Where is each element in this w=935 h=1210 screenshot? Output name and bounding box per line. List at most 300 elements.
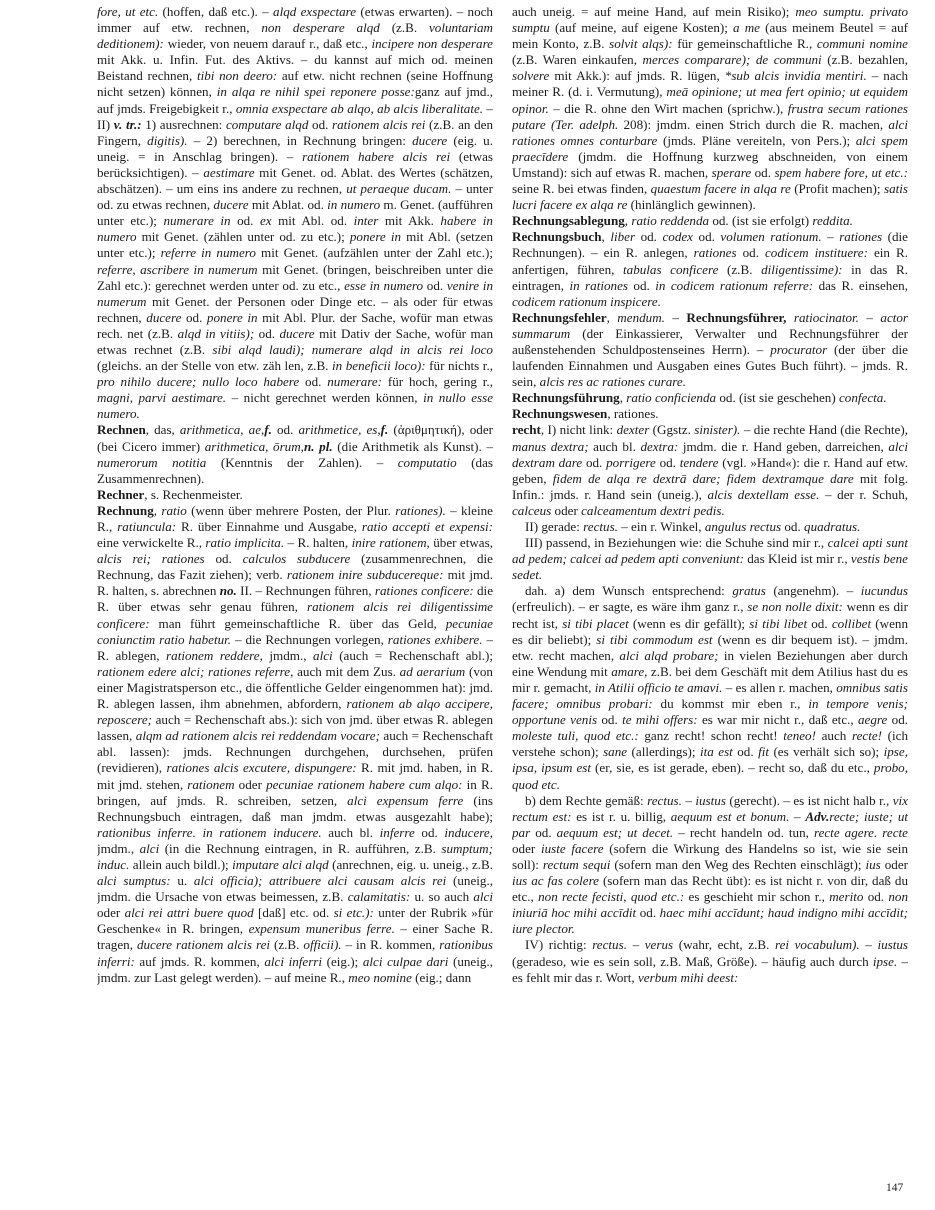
gloss-text: III) passend, in Beziehungen wie: die Schuhe sind mir r.,	[525, 535, 828, 551]
latin-term: rectum sequi	[542, 856, 611, 872]
latin-term: alci culpae dari	[362, 953, 449, 969]
latin-term: alci expensum ferre	[347, 792, 464, 808]
gloss-text: (wahr, echt, z.B.	[673, 937, 775, 953]
latin-term: omnibus satis facere; omnibus probari:	[512, 679, 908, 712]
gloss-text: , s. Rechenmeister.	[144, 486, 243, 502]
gloss-text: od.	[204, 551, 243, 567]
latin-term: inducere,	[444, 824, 493, 840]
entry-rechnungsfehler	[512, 310, 908, 390]
latin-term: manus dextra;	[512, 438, 589, 454]
latin-term: rationes	[839, 229, 883, 245]
gloss-text: auch bl.	[588, 438, 641, 454]
gloss-text: mit Genet. (zählen unter od. zu etc.);	[136, 229, 350, 245]
gloss-text: –	[681, 792, 696, 808]
latin-term: dextra:	[640, 438, 679, 454]
gloss-text: od.	[807, 615, 832, 631]
latin-term: non recte fecisti, quod etc.:	[538, 889, 685, 905]
latin-term: ratiocinator.	[793, 309, 859, 325]
grammar-abbrev: v. tr.:	[113, 116, 142, 132]
gloss-text: (die Rechnungen). – ein R. anlegen,	[512, 229, 908, 261]
gloss-text: mit Genet. der Personen oder Dinge etc. – als oder für etwas rechnen,	[97, 293, 493, 325]
gloss-text: (z.B.	[270, 937, 304, 953]
headword: Rechnungsablegung	[512, 213, 625, 229]
gloss-text: das Kleid ist mir r.,	[743, 551, 851, 567]
gloss-text: od.	[181, 309, 207, 325]
latin-term: referre in numero	[160, 245, 256, 261]
latin-term: magni, parvi aestimare.	[97, 390, 227, 406]
latin-term: sibi alqd laudi);	[212, 341, 305, 357]
gloss-text: – ein r. Winkel,	[617, 519, 705, 534]
gloss-text: (gleichs. an der Stelle von etw. zäh len, z.B.	[97, 358, 333, 374]
latin-term: teneo!	[783, 728, 816, 744]
latin-term: se non nolle dixit:	[747, 599, 843, 615]
latin-term: aequum est; ut decet.	[556, 824, 674, 840]
gloss-text: in das R. eintragen,	[512, 261, 908, 293]
gloss-text: od.	[732, 744, 759, 760]
gloss-text: (z.B. bezahlen,	[821, 52, 908, 68]
gloss-text: (sofern man den Weg des Rechten einschlägt);	[610, 856, 866, 872]
gloss-text: (wenn es dir bequem ist). – jmdm. etw. recht machen,	[512, 631, 908, 663]
latin-term: alci sumptus:	[97, 873, 171, 889]
entry-rechnen-noun	[97, 422, 493, 486]
gloss-text	[786, 310, 793, 325]
latin-term: gratus	[732, 583, 766, 599]
latin-term: arithmetice, es,	[298, 422, 381, 438]
latin-term: calcei apti sunt ad pedem; calcei ad pedem apti conveniunt:	[512, 535, 908, 567]
latin-term: calceus	[512, 502, 552, 518]
latin-term: rationem	[187, 776, 235, 792]
gloss-text: in vielen Beziehungen aber durch eine Wendung mit	[512, 647, 908, 679]
gloss-text: mit Genet. (aufzählen unter der Zahl etc.);	[255, 245, 493, 261]
latin-term: iuste facere	[540, 840, 604, 856]
gloss-text: II) gerade:	[525, 519, 584, 534]
entry-rechnungswesen	[512, 406, 908, 422]
gloss-text: (geradeso, wie es sein soll, z.B. Maß, Größe). – häufig auch durch	[512, 953, 873, 969]
recht-sense-3a	[512, 583, 908, 792]
latin-term: digitis).	[147, 132, 188, 148]
gloss-text: –	[858, 309, 881, 325]
gloss-text: auch = Rechenschaft abs.): sich von jmd. über etwas R. ablegen lassen,	[97, 712, 493, 744]
gloss-text	[305, 342, 312, 357]
latin-term: habere in numero	[97, 213, 493, 245]
gloss-text: –	[821, 229, 840, 245]
latin-term: in tempore venis; opportune venis	[512, 696, 908, 728]
gloss-text: – der r. Schuh,	[819, 486, 908, 502]
latin-term: ponere in	[206, 309, 258, 325]
latin-term: vestis bene sedet.	[512, 551, 908, 583]
gloss-text: mit Abl. (setzen unter etc.);	[97, 229, 493, 261]
gloss-text: (sofern man das Recht übt): es ist nicht r. von dir, daß du etc.,	[512, 873, 908, 905]
gloss-text: mit Abl. od.	[271, 213, 354, 229]
latin-term: referre, ascribere in numerum	[97, 261, 258, 277]
latin-term: quaestum facere in alqa re	[650, 181, 791, 197]
gloss-text: mit Genet. od. Ablat. des Wertes (schätzen, abschätzen). – um eins ins andere zu rechnen,	[97, 164, 493, 197]
gloss-text: m. Genet. (aufführen unter etc.);	[97, 197, 493, 229]
gloss-text: die R. über etwas sehr genau führen,	[97, 583, 493, 615]
gloss-text: (eig.);	[322, 953, 363, 969]
gloss-text: od. (ist sie geschehen)	[716, 390, 839, 406]
gloss-text: eine verwickelte R.,	[97, 535, 206, 551]
latin-term: ratio	[161, 502, 187, 518]
gloss-text: b) dem Rechte gemäß:	[525, 792, 648, 808]
latin-term: sperare	[711, 164, 752, 180]
gloss-text: auch bl.	[321, 824, 380, 840]
latin-term: solvere	[512, 68, 550, 84]
gloss-text: (z.B.	[718, 261, 762, 277]
gloss-text: (Kenntnis der Zahlen). –	[206, 454, 398, 470]
gloss-text: – recht handeln od. tun,	[673, 824, 814, 840]
latin-term: codex	[662, 229, 693, 245]
headword: Rechnungswesen	[512, 406, 608, 422]
gloss-text: (allerdings);	[627, 744, 700, 760]
latin-term: confecta.	[838, 390, 887, 406]
latin-term: spem habere fore, ut etc.:	[774, 164, 908, 180]
latin-term: ratio implicita.	[205, 535, 285, 551]
latin-term: verbum mihi deest:	[637, 969, 739, 985]
latin-term: te mihi offers:	[622, 712, 698, 728]
gloss-text: (Ggstz.	[649, 422, 695, 438]
latin-term: ipse.	[872, 953, 898, 969]
gloss-text: (die Arithmetik als Kunst). –	[332, 438, 493, 454]
gloss-text: ein R. anfertigen, führen,	[512, 245, 908, 277]
gloss-text: od.	[627, 277, 656, 293]
latin-term: *sub alcis invidia mentiri.	[724, 68, 867, 84]
gloss-text: auf etw. nicht rechnen (seine Hoffnung nicht setzen) können,	[97, 68, 493, 100]
gloss-text: auch uneig. = auf meine Hand, auf mein Risiko);	[512, 4, 796, 19]
gloss-text: (angenehm). –	[765, 583, 861, 599]
latin-term: ratio conficienda	[626, 390, 717, 406]
gloss-text: (jmdm. die Hoffnung kurzweg abschneiden, von einem Umstand): sich auf etwas R. machen,	[512, 148, 908, 180]
gloss-text: wieder, von neuem darauf r., daß etc.,	[163, 36, 372, 52]
latin-term: collibet	[831, 615, 872, 631]
gloss-text: od.	[736, 245, 765, 261]
latin-term: alci dextram dare	[512, 438, 908, 470]
gloss-text: (der Einkassierer, Verwalter und Rechnungsführer der außenstehenden Schuldpostenseines Herrn). –	[512, 325, 908, 357]
gloss-text: ,	[153, 502, 162, 518]
grammar-abbrev: f.	[380, 422, 389, 438]
latin-term: dexter	[616, 422, 650, 438]
latin-term: rationem alcis rei	[332, 116, 426, 132]
latin-term: procurator	[770, 341, 828, 357]
latin-term: inire rationem,	[351, 535, 430, 551]
headword: Rechner	[97, 486, 145, 502]
entry-recht	[512, 422, 908, 519]
latin-term: sumptum; induc.	[97, 840, 493, 872]
latin-term: alci rei attri buere quod	[124, 905, 254, 921]
latin-term: rationem inire subducereque:	[286, 567, 444, 583]
gloss-text: – R. ablegen,	[97, 631, 493, 663]
grammar-abbrev: f.	[264, 422, 272, 438]
gloss-text: II. – Rechnungen führen,	[236, 583, 375, 599]
gloss-text: u.	[170, 873, 194, 889]
latin-term: arithmetica, ōrum,	[204, 438, 304, 454]
latin-term: in numero	[327, 197, 381, 213]
gloss-text: allein auch bildl.);	[129, 856, 233, 872]
latin-term: in codicem rationum referre:	[655, 277, 814, 293]
latin-term: volumen rationum.	[720, 229, 822, 245]
latin-term: ducere	[279, 325, 315, 341]
gloss-text: auch	[815, 728, 852, 744]
gloss-text: oder	[97, 905, 125, 921]
gloss-text: mit Genet. (bringen, beischreiben unter die Zahl etc.): gerechnet werden unter od. zu etc.,	[97, 261, 493, 293]
latin-term: iustus	[695, 792, 726, 808]
latin-term: aequum est et bonum.	[670, 808, 790, 824]
latin-term: sane	[603, 744, 628, 760]
latin-term: numerorum notitia	[97, 454, 207, 470]
latin-term: alqd exspectare	[273, 4, 357, 19]
latin-term: pro nihilo ducere; nullo loco habere	[97, 374, 300, 390]
latin-term: ut peraeque ducam.	[346, 181, 452, 197]
latin-term: moleste tuli, quod etc.:	[512, 728, 639, 744]
latin-term: iustus	[877, 937, 908, 953]
latin-term: alqm ad rationem alcis rei reddendam vocare;	[135, 728, 380, 744]
gloss-text: jmdm.,	[262, 647, 314, 663]
latin-term: meo nomine	[348, 969, 412, 985]
latin-term: alci officia);	[193, 873, 263, 889]
headword: Rechnungsfehler	[512, 309, 607, 325]
gloss-text: (uneig., jmdm. zur Last gelegt werden). – auf meine R.,	[97, 953, 493, 985]
latin-term: quadratus.	[804, 519, 861, 534]
latin-term: alci rationes omnes conturbare	[512, 116, 908, 148]
recht-sense-3	[512, 535, 908, 583]
latin-term: rationes).	[395, 502, 446, 518]
latin-term: rationes conficere:	[374, 583, 474, 599]
gloss-text: mit folg. Infin.: jmds. r. Hand sein (uneig.),	[512, 470, 908, 502]
gloss-text: (jmds. Pläne vereiteln, von Pers.);	[657, 132, 856, 148]
gloss-text: IV) richtig:	[525, 937, 593, 953]
latin-term: meo sumptu. privato sumptu	[512, 4, 908, 36]
latin-term: codicem rationum inspicere.	[512, 293, 661, 309]
gloss-text: (wenn es dir gefällt);	[628, 615, 750, 631]
gloss-text: mit jmd. R. halten, s. abrechnen	[97, 567, 493, 599]
latin-term: omnia exspectare ab alqo, ab alcis liberalitate.	[235, 100, 484, 116]
gloss-text: (hoffen, daß etc.). –	[158, 4, 274, 19]
latin-term: rationem ab alqo accipere, reposcere;	[97, 696, 493, 728]
latin-term: codicem instituere:	[764, 245, 868, 261]
gloss-text: od.	[582, 454, 607, 470]
gloss-text: od.	[254, 325, 280, 341]
gloss-text: wenn es dir recht ist,	[512, 599, 908, 631]
gloss-text: –	[859, 937, 878, 953]
latin-term: tabulas conficere	[623, 261, 719, 277]
gloss-text: (auf meine, auf eigene Kosten);	[549, 20, 734, 36]
gloss-text: für gemeinschaftliche R.,	[672, 36, 817, 52]
latin-term: calamitatis:	[347, 889, 411, 905]
latin-term: imputare alci alqd	[232, 856, 329, 872]
latin-term: iucundus	[860, 583, 908, 599]
latin-term: solvit alqs):	[609, 36, 673, 52]
latin-term: recte!	[851, 728, 883, 744]
gloss-text: – R. halten,	[284, 535, 352, 551]
latin-term: frustra secum rationes putare (Ter. adelph.	[512, 100, 908, 132]
gloss-text: R. über Einnahme und Ausgabe,	[176, 519, 362, 534]
latin-term: officii).	[303, 937, 342, 953]
headword: recht	[512, 422, 541, 438]
gloss-text: unter der Rubrik »für Geschenke« in R. bringen,	[97, 905, 493, 937]
latin-term: ratio accepti et expensi:	[361, 519, 493, 534]
gloss-text: , I) nicht link:	[540, 422, 617, 438]
gloss-text: es geschieht mir schon r.,	[684, 889, 830, 905]
gloss-text: (Profit machen);	[790, 181, 884, 197]
latin-term: actor summarum	[512, 309, 908, 341]
latin-term: fore, ut etc.	[97, 4, 159, 19]
latin-term: meā opinione; ut mea fert opinio; ut equidem opinor.	[512, 84, 908, 116]
grammar-abbrev: Adv.	[805, 808, 830, 824]
latin-term: non iniuriā hoc mihi accīdit	[512, 889, 908, 921]
gloss-text: (in die Rechnung eintragen, in R. aufführen, z.B.	[159, 840, 442, 856]
latin-term: angulus rectus	[704, 519, 782, 534]
gloss-text: (ἀριθμητική), oder (bei Cicero immer)	[97, 422, 493, 454]
gloss-text: ganz recht! schon recht!	[638, 728, 784, 744]
latin-term: sinister).	[694, 422, 741, 438]
latin-term: alci	[473, 889, 493, 905]
gloss-text: (ich verstehe schon);	[512, 728, 908, 760]
latin-term: tibi non deero:	[196, 68, 278, 84]
latin-term: ducere	[412, 132, 448, 148]
gloss-text: oder	[234, 776, 267, 792]
gloss-text: – in R. kommen,	[341, 937, 440, 953]
grammar-abbrev: no.	[219, 583, 237, 599]
gloss-text: es ist r. u. billig,	[571, 808, 671, 824]
entry-rechnungsablegung	[512, 213, 908, 229]
latin-term: si tibi libet	[749, 615, 808, 631]
gloss-text: mit Akk. u. Infin. Fut. des Aktivs. – du kannst auf mich od. meinen Beistand rechnen,	[97, 52, 493, 84]
entry-rechnungsfuehrung	[512, 390, 908, 406]
gloss-text: – 2) berechnen, in Rechnung bringen:	[187, 132, 413, 148]
latin-term: rationes alcis excutere, dispungere:	[166, 760, 357, 776]
gloss-text: für hoch, gering r.,	[382, 374, 493, 390]
gloss-text: – II)	[97, 100, 493, 132]
latin-term: probo, quod etc.	[512, 760, 908, 792]
left-column	[97, 4, 493, 986]
gloss-text: od.	[655, 454, 680, 470]
latin-term: esse in numero	[344, 277, 424, 293]
latin-term: inferre	[379, 824, 415, 840]
gloss-text: – es allen r. machen,	[722, 679, 837, 695]
latin-term: aegre	[858, 712, 888, 728]
gloss-text: (gerecht). – es ist nicht halb r.,	[725, 792, 893, 808]
gloss-text: auch = Rechenschaft abl. lassen): jmds. Rechnungen durchgehen, durchsehen, prüfen (revidieren),	[97, 728, 493, 776]
latin-term: rectus.	[647, 792, 682, 808]
gloss-text: oder	[880, 856, 908, 872]
gloss-text: (ins Rechnungsbuch eintragen, daß man jmdm. etwas ausgezahlt habe);	[97, 792, 493, 824]
gloss-text: – unter od. zu etwas rechnen,	[97, 181, 493, 213]
gloss-text: od.	[230, 213, 260, 229]
latin-term: alcis res ac rationes curare.	[539, 374, 686, 390]
recht-sense-2	[512, 519, 908, 535]
recht-sense-4	[512, 937, 908, 985]
gloss-text: (anrechnen, eig. u. uneig., z.B.	[328, 856, 493, 872]
gloss-text: (wenn über mehrere Posten, der Plur.	[186, 502, 396, 518]
gloss-text: (es verhält sich so);	[769, 744, 884, 760]
gloss-text: od.	[597, 712, 623, 728]
gloss-text: (eig. u. uneig. = in Anschlag bringen). –	[97, 132, 493, 164]
gloss-text: od.	[693, 229, 721, 245]
gloss-text: (erfreulich). – er sagte, es wäre ihm ganz r.,	[512, 599, 748, 615]
gloss-text: od.	[271, 422, 299, 438]
gloss-text: od.	[863, 889, 889, 905]
latin-term: ius	[865, 856, 881, 872]
page-number: 147	[886, 1182, 904, 1194]
gloss-text: od. (ist sie erfolgt)	[709, 213, 813, 229]
latin-term: alci	[313, 647, 333, 663]
latin-term: si tibi placet	[562, 615, 629, 631]
gloss-text: mit Akk.): auf jmds. R. lügen,	[549, 68, 725, 84]
latin-term: computare alqd	[225, 116, 309, 132]
latin-term: ratiuncula:	[117, 519, 177, 534]
headword: Rechnungsbuch	[512, 229, 602, 245]
latin-term: numerare in	[163, 213, 231, 229]
gloss-text: od.	[636, 905, 660, 921]
latin-term: rationes exhibere.	[387, 631, 483, 647]
gloss-text: (etwas berücksichtigen). –	[97, 148, 493, 180]
gloss-text: (zusammenrechnen, die Rechnung, das Fazit ziehen); verb.	[97, 551, 493, 583]
latin-term: in nullo esse numero.	[97, 390, 493, 422]
gloss-text: od.	[887, 712, 908, 728]
latin-term: rectus.	[583, 519, 618, 534]
gloss-text: dah. a) dem Wunsch entsprechend:	[525, 583, 733, 599]
latin-term: attribuere alci causam alcis rei	[269, 873, 447, 889]
latin-term: fidem de alqa re dextrā dare; fidem dextramque dare	[552, 470, 854, 486]
gloss-text: – die R. ohne den Wirt machen (sprichw.),	[548, 100, 788, 116]
gloss-text: od.	[423, 277, 447, 293]
latin-term: alci spem praecīdere	[512, 132, 908, 164]
gloss-text: (der über die laufenden Einnahmen und Ausgaben eines Gutes Buch führt). – jmds. R. sein,	[512, 341, 908, 390]
gloss-text: oder	[551, 502, 582, 518]
gloss-text: mit Ablat. od.	[248, 197, 328, 213]
latin-term: aestimare	[203, 164, 255, 180]
gloss-text: –	[789, 808, 806, 824]
gloss-text: ganz auf jmd., auf jmds. Freigebigkeit r.,	[97, 84, 493, 116]
gloss-text: (aus meinem Beutel = auf mein Konto, z.B.	[512, 20, 908, 52]
gloss-text: od.	[751, 164, 775, 180]
gloss-text: es war mir nicht r., daß etc.,	[697, 712, 858, 728]
gloss-text: z.B. bei dem Geschäft mit dem Atilius hast du es mir r. gemacht,	[512, 663, 908, 695]
gloss-text: R. mit jmd. haben, in R. mit jmd. stehen,	[97, 760, 493, 792]
latin-term: pecuniae coniunctim ratio habetur.	[97, 615, 493, 647]
latin-term: a me	[733, 20, 760, 36]
latin-term: reddita.	[812, 213, 853, 229]
gloss-text: (wenn es dir beliebt);	[512, 615, 908, 647]
headword: Rechnungsführung	[512, 390, 620, 406]
right-column	[512, 4, 908, 986]
latin-term: alqd in vitiis);	[177, 325, 255, 341]
latin-term: rationibus inferre. in rationem inducere.	[97, 824, 322, 840]
latin-term: calculos subducere	[242, 551, 351, 567]
gloss-text: od.	[530, 824, 557, 840]
latin-term: in rationes	[569, 277, 628, 293]
headword: Rechnung	[97, 502, 154, 518]
latin-term: in alqa re nihil spei reponere posse:	[216, 84, 415, 100]
gloss-text: u. so auch	[410, 889, 474, 905]
gloss-text: –	[626, 937, 645, 953]
latin-term: expensum muneribus ferre.	[248, 921, 395, 937]
gloss-text: (er, sie, es ist gerade, eben). – recht so, daß du etc.,	[591, 760, 874, 776]
gloss-text: od.	[781, 519, 805, 534]
gloss-text: – nicht gerechnet werden können,	[226, 390, 424, 406]
latin-term: alci	[139, 840, 160, 856]
gloss-text: mit Akk.	[378, 213, 441, 229]
latin-term: rationem alcis rei diligentissime conficere:	[97, 599, 493, 631]
gloss-text: ,	[624, 213, 632, 229]
gloss-text: od.	[299, 374, 328, 390]
gloss-text: in R. bringen, auf jmds. R. schreiben, setzen,	[97, 776, 493, 808]
latin-term: computatio	[397, 454, 457, 470]
gloss-text: ,	[619, 390, 627, 406]
latin-term: porrigere	[606, 454, 656, 470]
latin-term: rectus.	[592, 937, 627, 953]
latin-term: in Atilii officio te amavi.	[594, 679, 723, 695]
